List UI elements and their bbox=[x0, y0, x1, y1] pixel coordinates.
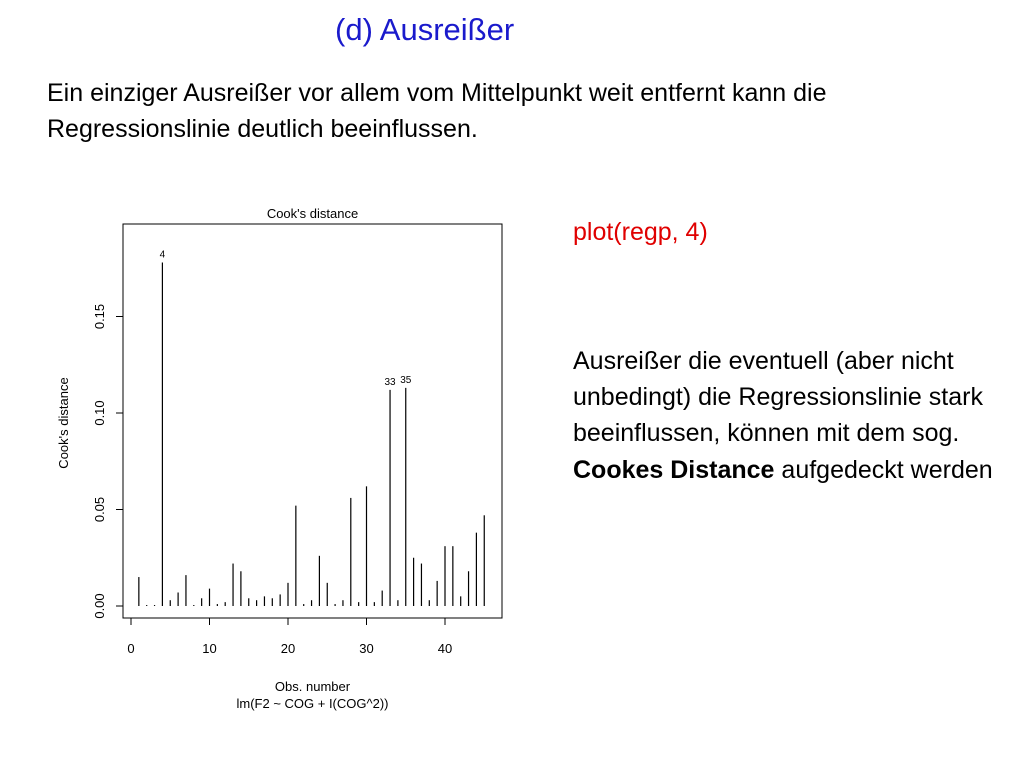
intro-text: Ein einziger Ausreißer vor allem vom Mittelpunkt weit entfernt kann die Regressionslinie deutlich beeinflussen. bbox=[47, 79, 827, 143]
x-tick-label: 10 bbox=[202, 641, 217, 656]
point-label-35: 35 bbox=[400, 374, 412, 386]
slide-title: (d) Ausreißer bbox=[335, 12, 515, 47]
point-label-4: 4 bbox=[159, 249, 166, 261]
y-axis-label: Cook's distance bbox=[56, 377, 71, 469]
x-tick-label: 40 bbox=[437, 641, 453, 656]
y-axis bbox=[92, 304, 123, 619]
x-tick-label: 0 bbox=[127, 641, 135, 656]
x-tick-label: 20 bbox=[280, 641, 296, 656]
explanation-part1: Ausreißer die eventuell (aber nicht unbedingt) die Regressionslinie stark beeinflussen, können mit dem sog. bbox=[573, 347, 983, 448]
x-axis bbox=[127, 618, 452, 656]
chart-subtitle: lm(F2 ~ COG + I(COG^2)) bbox=[236, 696, 389, 711]
bar-group bbox=[139, 262, 484, 606]
r-code-line: plot(regp, 4) bbox=[573, 218, 708, 246]
point-labels bbox=[160, 249, 412, 387]
y-tick-label: 0.10 bbox=[92, 400, 107, 426]
x-axis-label: Obs. number bbox=[274, 679, 351, 694]
explanation-bold-term: Cookes Distance bbox=[573, 455, 775, 484]
y-tick-label: 0.15 bbox=[92, 303, 107, 330]
chart-title: Cook's distance bbox=[266, 206, 359, 221]
point-label-33: 33 bbox=[384, 376, 396, 388]
explanation-part2: aufgedeckt werden bbox=[774, 455, 993, 484]
y-tick-label: 0.00 bbox=[92, 593, 107, 619]
y-tick-label: 0.05 bbox=[92, 496, 107, 523]
x-tick-label: 30 bbox=[359, 641, 374, 656]
